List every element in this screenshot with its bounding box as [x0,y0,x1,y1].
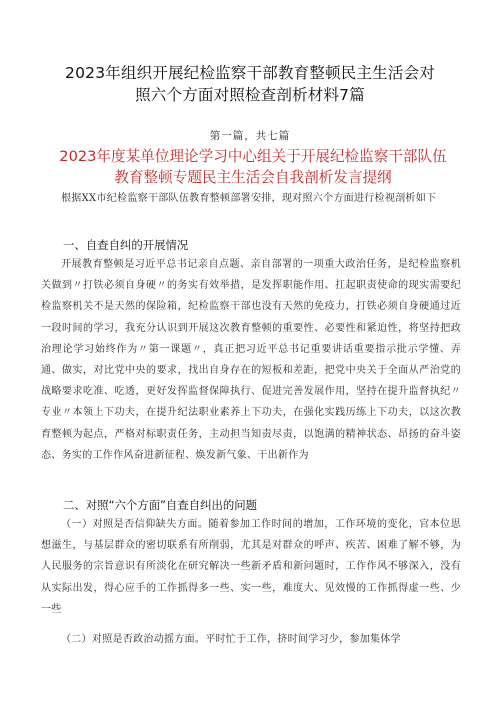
body-paragraph-1: 开展教育整顿是习近平总书记亲自点题、亲自部署的一项重大政治任务，是纪检监察机关做到〃打铁必须自身硬〃的务实有效举措，是发挥职能作用、扛起职责使命的现实需要纪检监察机关不是天然的保险箱，纪检监察干部也没有天然的免疫力，打铁必须自身硬通过近一段时间的学习，我充分认识到开展这次教育整顿的重要性、必要性和紧迫性，将坚持把政治理论学习始终作为〃第一课题〃，真正把习近平总书记重要讲话重要指示批示学懂、弄通、做实，对比党中央的要求，找出自身存在的短板和差距，把党中央关于全面从严治党的战略要求吃准、吃透，更好发挥监督保障执行、促进完善发展作用，坚持在提升监督执纪〃专业〃本领上下功夫，在提升纪法职业素养上下功夫，在强化实践历练上下功夫，以这次教育整顿为起点，严格对标职责任务，主动担当知责尽责，以饱满的精神状态、昂扬的奋斗姿态、务实的工作作风奋进新征程、焕发新气象、干出新作为 [41,259,461,461]
title-line-1: 2023年组织开展纪检监察干部教育整顿民主生活会对 [65,64,435,82]
article-title: 2023年度某单位理论学习中心组关于开展纪检监察干部队伍教育整顿专题民主生活会自我剖析发言提纲 [59,148,447,186]
body-paragraph-2: （一）对照是否信仰缺失方面。随着参加工作时间的增加，工作环境的变化，官本位思想滋生，与基层群众的密切联系有所削弱，尤其是对群众的呼声、疾苦、困难了解不够，为人民服务的宗旨意识有所淡化在研究解决一些新矛盾和新问题时，工作作风不够深入，没有从实际出发，得心应手的工作抓得多一些、实一些，难度大、见效慢的工作抓得虚一些、少一些 [41,519,461,615]
section-mark: 第一篇，共七篇 [209,130,291,142]
title-line-2: 照六个方面对照检查剖析材料7篇 [135,86,365,104]
section-heading-1: 一、自查自纠的开展情况 [63,238,189,252]
section-heading-2: 二、对照“六个方面”自查自纠出的问题 [63,498,258,512]
body-paragraph-3: （二）对照是否政治动摇方面。平时忙于工作，挤时间学习少，参加集体学 [61,634,401,645]
document-title [40,62,460,106]
intro-paragraph: 根据XX市纪检监察干部队伍教育整顿部署安排，现对照六个方面进行检视剖析如下 [61,193,437,204]
